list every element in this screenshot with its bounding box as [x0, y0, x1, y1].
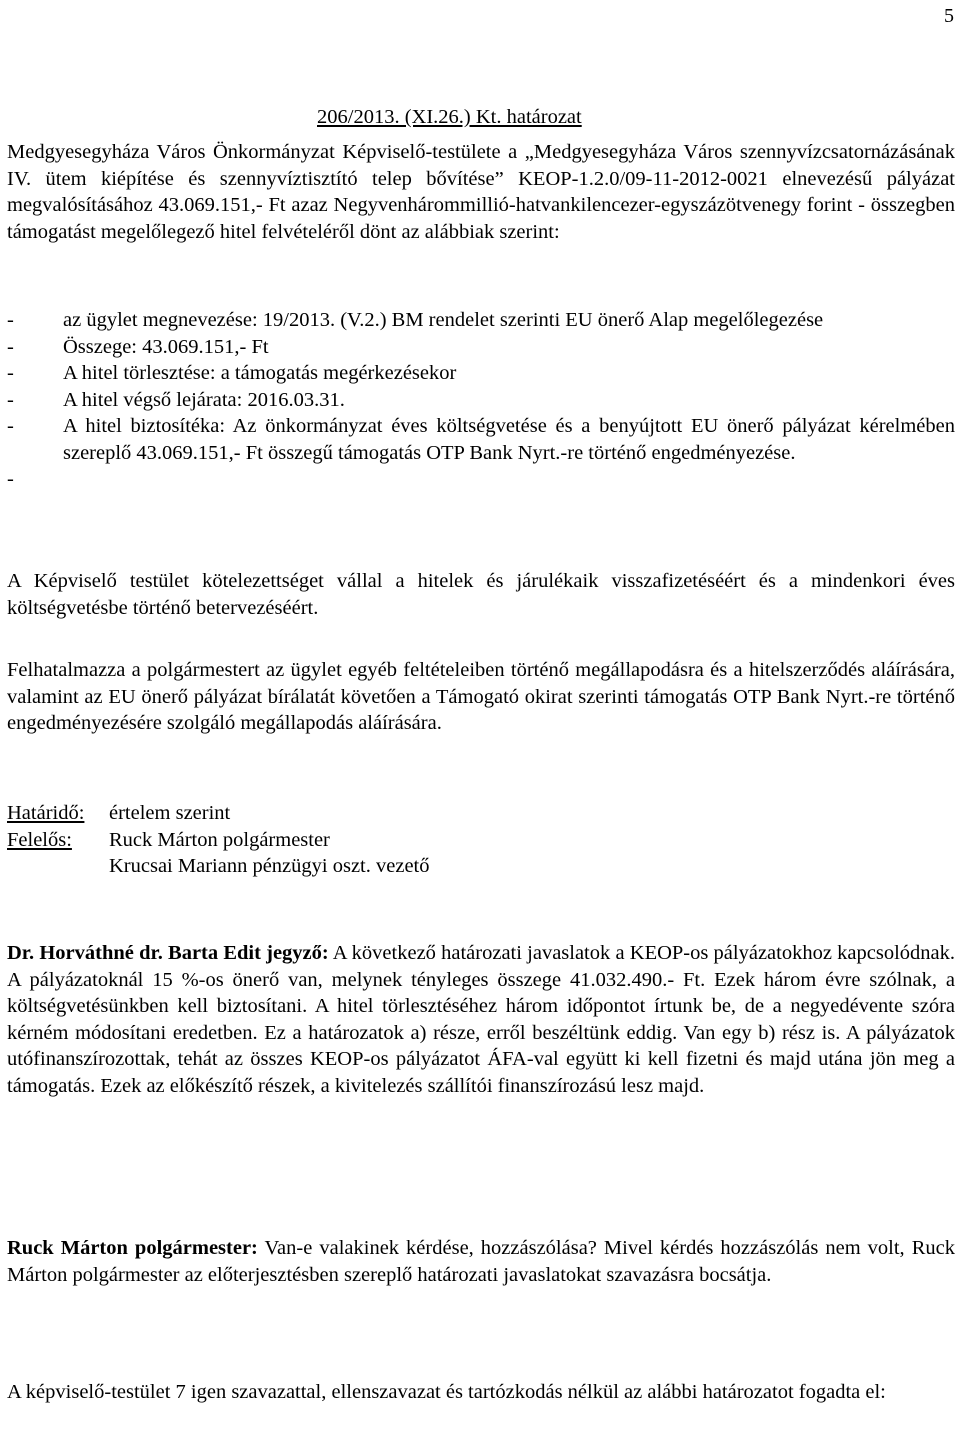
- final-paragraph: A képviselő-testület 7 igen szavazattal, ellenszavazat és tartózkodás nélkül az alábbi határozatot fogadta el:: [7, 1381, 886, 1403]
- list-item: - A hitel végső lejárata: 2016.03.31.: [7, 388, 345, 411]
- deadline-block: [7, 800, 955, 880]
- speaker1-text: A következő határozati javaslatok a KEOP-os pályázatokhoz kapcsolódnak. A pályázatoknál 15 %-os önerő van, melynek tényleges összege 41.032.490.- Ft. Ezek három évre szólnak, a költségvetésünkben kell biztosítani. A hitel törlesztéséhez három időpontot írtunk be, de a negyedévente szóra kérném módosítani eredetben. Ez a határozatok a) része, erről beszéltünk eddig. Van egy b) rész is. A pályázatok utófinanszírozottak, tehát az összes KEOP-os pályázatot ÁFA-val együtt ki kell fizetni és majd utána jön meg a támogatás. Ezek az előkészítő részek, a kivitelezés szállítói finanszírozású lesz majd.: [7, 942, 955, 1097]
- speaker1-name: Dr. Horváthné dr. Barta Edit jegyző:: [7, 942, 329, 964]
- responsible-person-2: Krucsai Mariann pénzügyi oszt. vezető: [109, 855, 430, 877]
- speaker2-name: Ruck Márton polgármester:: [7, 1237, 258, 1259]
- speaker1-paragraph: [7, 940, 955, 1099]
- authorization-paragraph: Felhatalmazza a polgármestert az ügylet egyéb feltételeiben történő megállapodásra és a hitelszerződés aláírására, valamint az EU önerő pályázat bírálatát követően a Támogató okirat szerinti támogatás OTP Bank Nyrt.-re történő engedményezésére szolgáló megállapodás aláírására.: [7, 659, 955, 734]
- speaker2-text: Van-e valakinek kérdése, hozzászólása? Mivel kérdés hozzászólás nem volt, Ruck Márton polgármester az előterjesztésben szereplő határozati javaslatokat szavazásra bocsátja.: [7, 1237, 955, 1286]
- responsible-person-1: Ruck Márton polgármester: [109, 828, 330, 851]
- list-item: - az ügylet megnevezése: 19/2013. (V.2.) BM rendelet szerinti EU önerő Alap megelőlegezése: [7, 309, 824, 331]
- loan-terms-list: [7, 307, 955, 493]
- list-item: - A hitel biztosítéka: Az önkormányzat éves költségvetése és a benyújtott EU önerő pályázat kérelmében szereplő 43.069.151,- Ft összegű támogatás OTP Bank Nyrt.-re történő engedményezése.: [7, 415, 955, 464]
- deadline-label: Határidő:: [7, 802, 85, 824]
- responsible-label: Felelős:: [7, 828, 72, 851]
- list-item-empty: -: [7, 468, 14, 490]
- intro-paragraph: Medgyesegyháza Város Önkormányzat Képviselő-testülete a „Medgyesegyháza Város szennyvízcsatornázásának IV. ütem kiépítése és szennyvíztisztító telep bővítése” KEOP-1.2.0/09-11-2012-0021 elnevezésű pályázat megvalósításához 43.069.151,- Ft azaz Negyvenhárommillió-hatvankilencezer-egyszázötvenegy forint - összegben támogatást megelőlegező hitel felvételéről dönt az alábbiak szerint:: [7, 141, 955, 243]
- list-item: - A hitel törlesztése: a támogatás megérkezésekor: [7, 362, 457, 384]
- resolution-title: 206/2013. (XI.26.) Kt. határozat: [317, 106, 582, 128]
- page-number: 5: [944, 5, 954, 27]
- obligation-paragraph: A Képviselő testület kötelezettséget vállal a hitelek és járulékaik visszafizetéséért és a mindenkori éves költségvetésbe történő betervezéséért.: [7, 570, 955, 619]
- speaker2-paragraph: [7, 1235, 955, 1288]
- list-item: - Összege: 43.069.151,- Ft: [7, 335, 269, 358]
- deadline-value: értelem szerint: [109, 802, 231, 824]
